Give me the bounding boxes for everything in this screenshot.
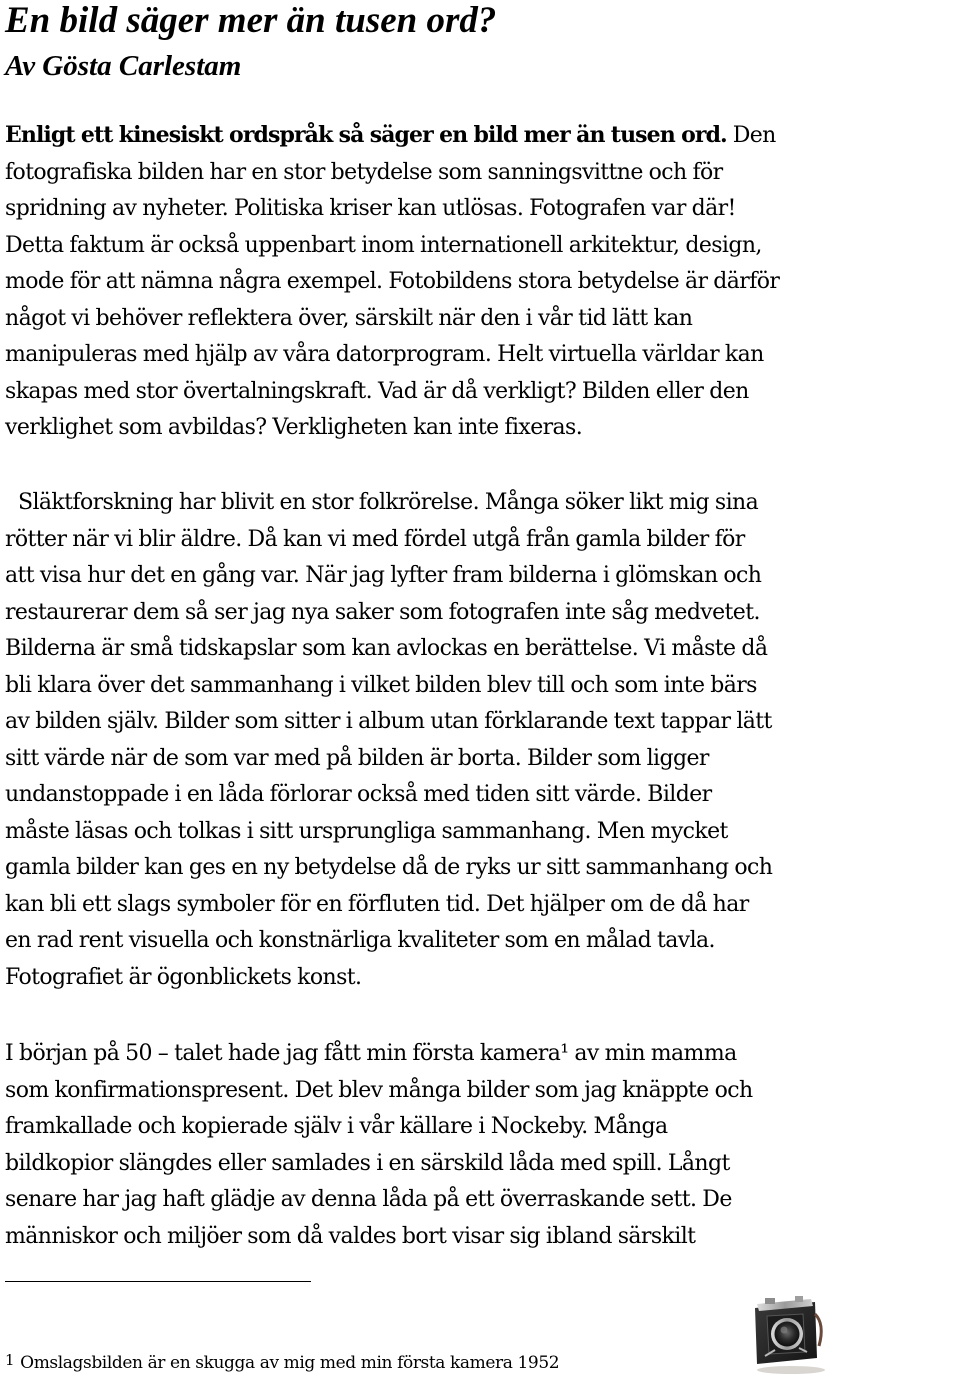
paragraph-line: restaurerar dem så ser jag nya saker som fotografen inte såg medvetet. [5,599,760,625]
paragraph-line: av bilden själv. Bilder som sitter i album utan förklarande text tappar lätt [5,709,772,734]
paragraph-line: fotografiska bilden har en stor betydelse som sanningsvittne och för [5,159,723,185]
paragraph-2 [5,485,772,996]
document-page [5,0,955,1373]
lead-sentence: Enligt ett kinesiskt ordspråk så säger en bild mer än tusen ord. [5,122,727,148]
footnote-text: Omslagsbilden är en skugga av mig med min första kamera 1952 [20,1353,560,1373]
paragraph-line: sitt värde när de som var med på bilden är borta. Bilder som ligger [5,745,709,771]
paragraph-line: som konfirmationspresent. Det blev många bilder som jag knäppte och [5,1077,753,1103]
paragraph-3-line-1 [5,1036,753,1073]
paragraph-line: skapas med stor övertalningskraft. Vad är då verkligt? Bilden eller den [5,378,749,404]
paragraph-line: gamla bilder kan ges en ny betydelse då de ryks ur sitt sammanhang och [5,855,773,880]
paragraph-3-line-1-start: I början på 50 – talet hade jag fått min första kamera [5,1041,561,1066]
camera-icon [745,1294,831,1376]
paragraph-line: manipuleras med hjälp av våra datorprogram. Helt virtuella världar kan [5,342,764,367]
footnote-reference[interactable]: ¹ [560,1041,569,1066]
paragraph-line: att visa hur det en gång var. När jag lyfter fram bilderna i glömskan och [5,563,762,588]
page-title: En bild säger mer än tusen ord? [5,0,497,41]
paragraph-line: kan bli ett slags symboler för en förfluten tid. Det hjälper om de då har [5,891,749,917]
paragraph-line: senare har jag haft glädje av denna låda på ett överraskande sett. De [5,1187,732,1212]
paragraph-line: människor och miljöer som då valdes bort visar sig ibland särskilt [5,1223,696,1249]
paragraph-line: undanstoppade i en låda förlorar också med tiden sitt värde. Bilder [5,782,712,807]
paragraph-line: spridning av nyheter. Politiska kriser kan utlösas. Fotografen var där! [5,196,736,221]
paragraph-1 [5,117,779,447]
paragraph-line: bli klara över det sammanhang i vilket bilden blev till och som inte bärs [5,672,757,698]
paragraph-line: en rad rent visuella och konstnärliga kvaliteter som en målad tavla. [5,928,715,953]
paragraph-line: verklighet som avbildas? Verkligheten kan inte fixeras. [5,415,583,440]
paragraph-line: rötter när vi blir äldre. Då kan vi med fördel utgå från gamla bilder för [5,526,745,552]
paragraph-line: mode för att nämna några exempel. Fotobildens stora betydelse är därför [5,269,780,294]
paragraph-3-line-1-end: av min mamma [568,1041,737,1066]
paragraph-line: Bilderna är små tidskapslar som kan avlockas en berättelse. Vi måste då [5,636,768,661]
paragraph-line: Detta faktum är också uppenbart inom internationell arkitektur, design, [5,232,762,258]
lead-sentence-continuation: Den [726,123,776,148]
paragraph-line: måste läsas och tolkas i sitt ursprungliga sammanhang. Men mycket [5,818,728,844]
paragraph-line: Släktforskning har blivit en stor folkrörelse. Många söker likt mig sina [18,490,759,515]
paragraph-1-line-1 [5,117,779,155]
paragraph-3 [5,1036,753,1255]
author-byline: Av Gösta Carlestam [5,50,242,82]
footnote-number: 1 [5,1351,15,1369]
paragraph-line: framkallade och kopierade själv i vår källare i Nockeby. Många [5,1114,668,1139]
paragraph-line: Fotografiet är ögonblickets konst. [5,964,362,990]
footnote [5,1351,559,1375]
paragraph-line: något vi behöver reflektera över, särskilt när den i vår tid lätt kan [5,305,693,331]
footnote-divider [5,1281,311,1282]
paragraph-line: bildkopior slängdes eller samlades i en särskild låda med spill. Långt [5,1150,730,1176]
